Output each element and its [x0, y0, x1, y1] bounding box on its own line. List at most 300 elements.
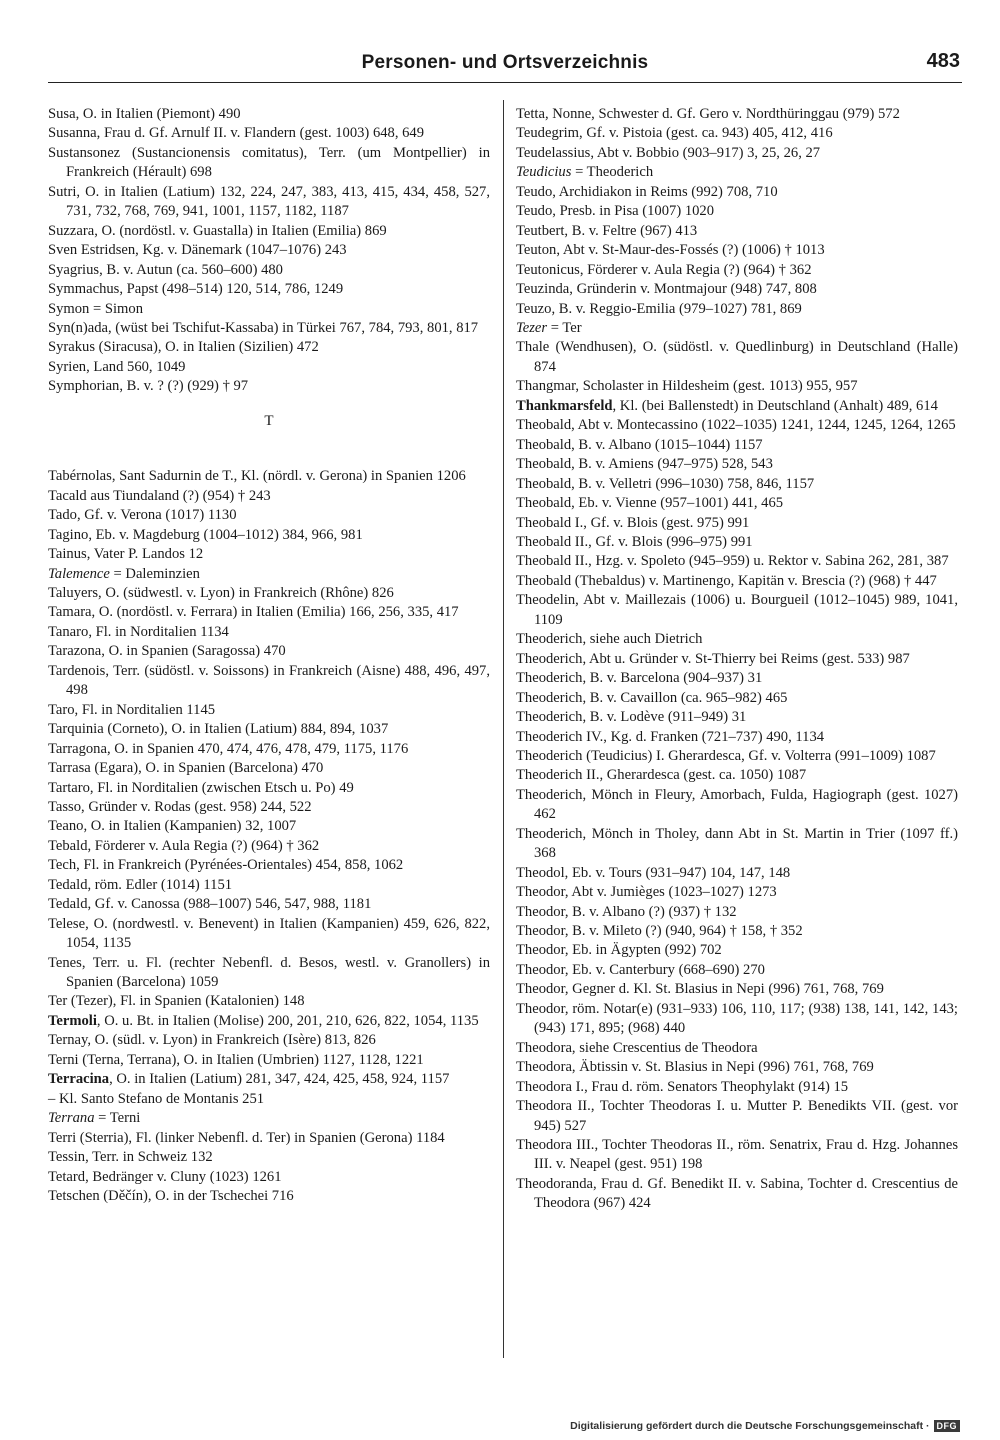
entry-lemma: Theobald	[516, 475, 572, 492]
entry-lemma: Tarazona	[48, 643, 102, 660]
entry-lemma: Symon	[48, 300, 90, 317]
entry-lemma: Theobald	[516, 436, 572, 453]
entry-text: , O. in Italien (Kampanien) 32, 1007	[83, 818, 297, 835]
entry-text: (Děčín), O. in der Tschechei 716	[99, 1188, 294, 1205]
index-entry	[48, 876, 490, 895]
index-entry	[48, 1051, 490, 1070]
entry-lemma: Teudelassius	[516, 144, 591, 161]
entry-text: , B. v. Albano (?) (937) † 132	[564, 903, 737, 920]
index-entry	[48, 1148, 490, 1167]
entry-lemma: Talemence	[48, 565, 110, 582]
entry-text: , B. v. Autun (ca. 560–600) 480	[99, 261, 283, 278]
entry-text: , Kg. d. Franken (721–737) 490, 1134	[603, 728, 825, 745]
entry-text: , Papst (498–514) 120, 514, 786, 1249	[119, 281, 344, 298]
entry-lemma: Tetard	[48, 1168, 86, 1185]
entry-lemma: Theobald II.	[516, 533, 589, 550]
entry-lemma: Teuzo	[516, 300, 552, 317]
index-entry	[516, 1097, 958, 1136]
entry-lemma: Theoderich	[516, 670, 583, 687]
entry-text: , Mönch in Fleury, Amorbach, Fulda, Hagiograph (gest. 1027) 462	[534, 786, 958, 823]
entry-lemma: Tasso	[48, 798, 82, 815]
entry-lemma: Theodor	[516, 961, 565, 978]
entry-text: 251	[238, 1090, 265, 1107]
entry-text: , Terr. (südöstl. v. Soissons) in Frankreich (Aisne) 488, 496, 497, 498	[66, 662, 490, 699]
entry-lemma: Ter	[48, 993, 68, 1010]
entry-lemma: Theobald	[516, 456, 572, 473]
entry-text: , O. in Italien (Piemont) 490	[75, 106, 241, 122]
entry-text: , Scholaster in Hildesheim (gest. 1013) 955, 957	[575, 378, 858, 395]
left-column	[48, 105, 490, 1360]
index-entry	[48, 1012, 490, 1031]
entry-lemma: Taro	[48, 701, 75, 718]
index-entry	[516, 163, 958, 182]
entry-lemma: Theodor	[516, 923, 565, 940]
entry-lemma: Theodor	[516, 942, 565, 959]
entry-lemma: Teudicius	[516, 164, 572, 181]
entry-text: = Daleminzien	[109, 565, 200, 582]
index-entry	[48, 1168, 490, 1187]
entry-lemma: Sven Estridsen	[48, 242, 136, 259]
index-entry	[48, 124, 490, 143]
index-entry	[516, 708, 958, 727]
index-entry	[48, 241, 490, 260]
entry-text: , siehe auch Dietrich	[582, 631, 703, 648]
index-entry	[48, 798, 490, 817]
entry-lemma: Theobald	[516, 572, 572, 589]
entry-text: , B. v. Feltre (967) 413	[564, 222, 698, 239]
entry-text: , B. v. Velletri (996–1030) 758, 846, 1157	[571, 475, 815, 492]
entry-lemma: Tenes	[48, 954, 82, 971]
index-entry	[516, 436, 958, 455]
index-entry	[516, 728, 958, 747]
entry-text: (Egara), O. in Spanien (Barcelona) 470	[90, 760, 324, 777]
index-entry	[48, 603, 490, 622]
entry-lemma: Theodora I.	[516, 1078, 585, 1095]
entry-text: , Kl. (bei Ballenstedt) in Deutschland (Anhalt) 489, 614	[612, 397, 938, 414]
entry-lemma: Terracina	[48, 1071, 110, 1088]
index-entry	[516, 494, 958, 513]
entry-text: , Fl. in Norditalien 1134	[88, 623, 229, 640]
entry-text: , Gegner d. Kl. St. Blasius in Nepi (996) 761, 768, 769	[564, 981, 884, 998]
entry-lemma: Theodora	[516, 1059, 572, 1076]
entry-text: , O. (nordwestl. v. Benevent) in Italien (Kampanien) 459, 626, 822, 1054, 1135	[66, 915, 490, 952]
entry-text: , siehe Crescentius de Theodora	[571, 1039, 758, 1056]
entry-lemma: Thale	[516, 339, 550, 356]
index-entry	[48, 1187, 490, 1206]
entry-lemma: Tabérnolas	[48, 468, 112, 485]
entry-lemma: Tech	[48, 857, 77, 874]
entry-lemma: Telese	[48, 915, 86, 932]
entry-lemma: Tebald	[48, 837, 88, 854]
index-entry	[516, 941, 958, 960]
index-entry	[48, 623, 490, 642]
entry-text: (Sterria), Fl. (linker Nebenfl. d. Ter) in Spanien (Gerona) 1184	[76, 1129, 445, 1146]
entry-lemma: Theodora	[516, 1039, 572, 1056]
entry-text: , Gf. v. Blois (996–975) 991	[588, 533, 753, 550]
index-entry	[48, 895, 490, 914]
entry-lemma: Tagino	[48, 526, 89, 543]
index-entry	[516, 903, 958, 922]
entry-text: = Simon	[89, 300, 144, 317]
index-entry	[48, 183, 490, 222]
index-entry	[48, 779, 490, 798]
entry-text: , Eb. v. Canterbury (668–690) 270	[564, 961, 765, 978]
entry-lemma: Tartaro	[48, 779, 90, 796]
entry-text: , Abt v. Bobbio (903–917) 3, 25, 26, 27	[590, 144, 821, 161]
entry-lemma: Teudegrim	[516, 125, 580, 142]
entry-text: , Gf. v. Canossa (988–1007) 546, 547, 988, 1181	[87, 896, 372, 913]
entry-lemma: Thankmarsfeld	[516, 397, 613, 414]
entry-lemma: Terrana	[48, 1110, 95, 1127]
index-entry	[516, 883, 958, 902]
entry-text: , Vater P. Landos 12	[86, 546, 204, 563]
entry-text: (Thebaldus) v. Martinengo, Kapitän v. Brescia (?) (968) † 447	[571, 572, 937, 589]
index-entry	[48, 338, 490, 357]
entry-text: , Terr. in Schweiz 132	[85, 1149, 213, 1166]
entry-text: , B. v. Mileto (?) (940, 964) † 158, † 352	[564, 923, 803, 940]
entry-lemma: Susa	[48, 106, 76, 122]
index-entry	[48, 740, 490, 759]
entry-lemma: Teutbert	[516, 222, 565, 239]
entry-text: (Sustancionensis comitatus), Terr. (um Montpellier) in Frankreich (Hérault) 698	[66, 144, 490, 181]
index-entry	[516, 241, 958, 260]
entry-lemma: Tarrasa	[48, 760, 91, 777]
dfg-logo: DFG	[934, 1420, 961, 1432]
entries-t	[48, 467, 490, 1206]
index-entry	[48, 261, 490, 280]
entry-lemma: Terri	[48, 1129, 77, 1146]
running-title: Personen- und Ortsverzeichnis	[361, 52, 649, 73]
entry-text: , Fl. in Frankreich (Pyrénées-Orientales) 454, 858, 1062	[76, 857, 404, 874]
entry-lemma: Termoli	[48, 1012, 97, 1029]
index-entry	[516, 825, 958, 864]
entry-text: , O. u. Bt. in Italien (Molise) 200, 201, 210, 626, 822, 1054, 1135	[96, 1012, 479, 1029]
index-entry	[516, 105, 958, 124]
entry-text: , Terr. u. Fl. (rechter Nebenfl. d. Besos, westl. v. Granollers) in Spanien (Barcelona) 1059	[66, 954, 490, 991]
entry-text: , Gründerin v. Montmajour (948) 747, 808	[569, 281, 817, 298]
entry-lemma: Theodora II.	[516, 1098, 591, 1115]
entry-text: , Mönch in Tholey, dann Abt in St. Martin in Trier (1097 ff.) 368	[534, 825, 958, 862]
entry-lemma: Theodoranda	[516, 1175, 593, 1192]
entry-lemma: Syagrius	[48, 261, 100, 278]
entry-text: , Äbtissin v. St. Blasius in Nepi (996) 761, 768, 769	[571, 1059, 874, 1076]
entry-text: , Förderer v. Aula Regia (?) (964) † 362	[87, 837, 320, 854]
index-entry	[516, 766, 958, 785]
entry-text: , O. (nordöstl. v. Guastalla) in Italien (Emilia) 869	[94, 222, 387, 239]
entry-lemma: Tamara	[48, 604, 92, 621]
index-entry	[48, 759, 490, 778]
entry-text: , B. v. ? (?) (929) † 97	[119, 378, 249, 395]
entry-lemma: Tarragona	[48, 740, 107, 757]
index-entry	[48, 280, 490, 299]
entry-lemma: Tado	[48, 507, 77, 524]
page-footer	[570, 1420, 960, 1432]
entry-text: , Fl. in Norditalien (zwischen Etsch u. Po) 49	[89, 779, 354, 796]
index-entry	[48, 662, 490, 701]
index-entry	[48, 954, 490, 993]
index-entry	[48, 701, 490, 720]
index-entry	[516, 300, 958, 319]
entry-lemma: Theobald II.	[516, 553, 589, 570]
entry-lemma: Symphorian	[48, 378, 120, 395]
entry-lemma: Symmachus	[48, 281, 120, 298]
entry-text: , Frau d. Gf. Arnulf II. v. Flandern (gest. 1003) 648, 649	[96, 125, 425, 142]
entry-text: , B. v. Barcelona (904–937) 31	[582, 670, 763, 687]
index-entry	[516, 475, 958, 494]
entry-text: , Gf. v. Blois (gest. 975) 991	[583, 514, 750, 531]
index-entry	[48, 720, 490, 739]
index-entry	[516, 572, 958, 591]
index-entry	[48, 300, 490, 319]
index-entry	[516, 961, 958, 980]
index-entry	[48, 817, 490, 836]
entry-lemma: Tedald	[48, 896, 88, 913]
index-entry	[516, 377, 958, 396]
entry-lemma: Tacald	[48, 487, 87, 504]
entry-text: , Frau d. röm. Senators Theophylakt (914) 15	[584, 1078, 849, 1095]
index-entry	[516, 222, 958, 241]
letter-heading: T	[264, 412, 274, 429]
index-entry	[516, 1136, 958, 1175]
column-divider	[503, 100, 504, 1358]
index-entry	[48, 222, 490, 241]
entry-lemma: Sutri	[48, 183, 77, 200]
index-entry	[48, 467, 490, 486]
entry-text: , Tochter Theodoras I. u. Mutter P. Benedikts VII. (gest. vor 945) 527	[534, 1098, 958, 1134]
entry-lemma: Theoderich	[516, 689, 583, 706]
page-header	[48, 50, 962, 83]
entry-lemma: Syrakus	[48, 339, 96, 356]
entry-text: , Land 560, 1049	[86, 358, 186, 375]
entry-lemma: Theobald	[516, 417, 572, 434]
entry-lemma: Susanna	[48, 125, 97, 142]
entry-lemma: Tainus	[48, 546, 87, 563]
entry-text: aus Tiundaland (?) (954) † 243	[86, 487, 271, 504]
index-entry	[516, 786, 958, 825]
entry-text: , O. in Italien (Latium) 281, 347, 424, 425, 458, 924, 1157	[109, 1071, 450, 1088]
index-entry	[48, 1031, 490, 1050]
entry-text: = Theoderich	[571, 164, 654, 181]
entry-lemma: Sustansonez	[48, 144, 121, 161]
index-entry	[48, 565, 490, 584]
index-entry	[48, 506, 490, 525]
funding-note: Digitalisierung gefördert durch die Deutsche Forschungsgemeinschaft ·	[570, 1420, 930, 1432]
entry-text: (Siracusa), O. in Italien (Sizilien) 472	[95, 339, 319, 356]
entry-lemma: Tarquinia	[48, 721, 104, 738]
entries-t-continued	[516, 105, 958, 1214]
entry-text: , B. v. Lodève (911–949) 31	[582, 709, 747, 726]
entry-text: , Gf. v. Pistoia (gest. ca. 943) 405, 412, 416	[579, 125, 833, 142]
entry-lemma: Theodora III.	[516, 1137, 595, 1154]
entry-lemma: Tedald	[48, 876, 88, 893]
entry-lemma: Theobald I.	[516, 514, 584, 531]
entry-text: , Frau d. Gf. Benedikt II. v. Sabina, Tochter d. Crescentius de Theodora (967) 424	[534, 1175, 958, 1212]
entry-text: , Archidiakon in Reims (992) 708, 710	[552, 183, 778, 200]
index-entry	[516, 864, 958, 883]
index-entry	[48, 358, 490, 377]
entry-text: , O. (südwestl. v. Lyon) in Frankreich (Rhône) 826	[98, 584, 394, 601]
entry-lemma: Teuton	[516, 242, 557, 259]
entry-lemma: Thangmar	[516, 378, 576, 395]
index-entry	[48, 1129, 490, 1148]
entry-lemma: Tezer	[516, 319, 548, 336]
index-entry	[516, 416, 958, 435]
index-entry	[516, 552, 958, 571]
entry-text: = Terni	[94, 1110, 141, 1127]
entry-text: , (wüst bei Tschifut-Kassaba) in Türkei 767, 784, 793, 801, 817	[107, 319, 479, 336]
entry-text: , Abt v. Maillezais (1006) u. Bourgueil (1012–1045) 989, 1041, 1109	[534, 592, 958, 628]
index-entry	[48, 1090, 490, 1109]
entry-text: , B. v. Albano (1015–1044) 1157	[571, 436, 763, 453]
index-entry	[516, 455, 958, 474]
entry-text: , Eb. v. Vienne (957–1001) 441, 465	[571, 495, 784, 512]
index-entry	[48, 837, 490, 856]
entry-text: , Nonne, Schwester d. Gf. Gero v. Nordthüringgau (979) 572	[544, 106, 900, 122]
entry-text: , Presb. in Pisa (1007) 1020	[552, 203, 715, 220]
index-entry	[516, 533, 958, 552]
entry-text: (Terna, Terrana), O. in Italien (Umbrien) 1127, 1128, 1221	[78, 1051, 424, 1068]
entry-lemma: Teano	[48, 818, 84, 835]
page-number: 483	[926, 50, 960, 72]
entry-lemma: Teudo	[516, 183, 553, 200]
entry-text: , B. v. Cavaillon (ca. 965–982) 465	[582, 689, 788, 706]
entry-text: , röm. Edler (1014) 1151	[87, 876, 233, 893]
index-entry	[48, 584, 490, 603]
entry-lemma: Theoderich	[516, 825, 583, 842]
entry-text: , O. (südl. v. Lyon) in Frankreich (Isère) 813, 826	[87, 1032, 376, 1049]
entry-text: = Ter	[547, 319, 582, 336]
index-entry	[516, 689, 958, 708]
index-entry	[48, 545, 490, 564]
index-entry	[48, 915, 490, 954]
index-entry	[48, 144, 490, 183]
entry-lemma: Theoderich	[516, 747, 583, 764]
entry-text: , Gründer v. Rodas (gest. 958) 244, 522	[81, 798, 312, 815]
entry-lemma: Teuzinda	[516, 281, 570, 298]
right-column	[516, 105, 958, 1360]
entry-lemma: Theodor	[516, 903, 565, 920]
entry-lemma: Theodol	[516, 864, 565, 881]
entry-lemma: Ternay	[48, 1032, 88, 1049]
entry-text: , Sant Sadurnin de T., Kl. (nördl. v. Gerona) in Spanien 1206	[111, 468, 466, 485]
entry-text: , O. in Italien (Latium) 132, 224, 247, 383, 413, 415, 434, 458, 527, 731, 732, 768, 769, 941, 1001, 1157, 1182, 1187	[66, 183, 490, 220]
index-entry	[516, 650, 958, 669]
entry-text: , Gherardesca (gest. ca. 1050) 1087	[599, 767, 807, 784]
index-entry	[516, 514, 958, 533]
entry-text: , Gf. v. Verona (1017) 1130	[76, 507, 237, 524]
index-entry	[48, 992, 490, 1011]
index-entry	[48, 856, 490, 875]
entry-lemma: Teutonicus	[516, 261, 580, 278]
index-entry	[516, 183, 958, 202]
index-entry	[516, 1000, 958, 1039]
index-entry	[48, 487, 490, 506]
index-entry	[48, 105, 490, 124]
entry-lemma: Tessin	[48, 1149, 86, 1166]
entry-text: , Abt v. St-Maur-des-Fossés (?) (1006) † 1013	[556, 242, 825, 259]
entry-lemma: Theoderich	[516, 631, 583, 648]
index-entry	[516, 669, 958, 688]
index-entry	[516, 280, 958, 299]
entry-lemma: Theodor	[516, 1000, 565, 1017]
entry-text: (Wendhusen), O. (südöstl. v. Quedlinburg) in Deutschland (Halle) 874	[534, 339, 958, 375]
entry-text: , Tochter Theodoras II., röm. Senatrix, Frau d. Hzg. Johannes III. v. Neapel (gest. 951) 198	[534, 1137, 958, 1173]
entry-text: , Eb. v. Tours (931–947) 104, 147, 148	[564, 864, 791, 881]
entry-text: , Abt v. Montecassino (1022–1035) 1241, 1244, 1245, 1264, 1265	[571, 417, 956, 434]
index-entry	[516, 630, 958, 649]
entry-text: , röm. Notar(e) (931–933) 106, 110, 117; (938) 138, 141, 142, 143; (943) 171, 895; (968) 440	[534, 1000, 958, 1037]
entry-text: (Corneto), O. in Italien (Latium) 884, 894, 1037	[103, 721, 389, 738]
entries-s	[48, 105, 490, 397]
entry-lemma: Theodor	[516, 884, 565, 901]
entry-text: , Abt v. Jumièges (1023–1027) 1273	[564, 884, 777, 901]
entry-text: , Fl. in Norditalien 1145	[74, 701, 216, 718]
entry-text: , O. in Spanien (Saragossa) 470	[101, 643, 286, 660]
index-entry	[516, 261, 958, 280]
entry-lemma: Theoderich IV.	[516, 728, 604, 745]
index-entry	[48, 526, 490, 545]
index-entry	[516, 397, 958, 416]
index-entry	[48, 642, 490, 661]
entry-lemma: Theobald	[516, 495, 572, 512]
index-entry	[516, 1039, 958, 1058]
index-entry	[516, 1058, 958, 1077]
entry-text: (Teudicius) I. Gherardesca, Gf. v. Volterra (991–1009) 1087	[582, 747, 936, 764]
index-entry	[48, 1070, 490, 1089]
index-entry	[516, 144, 958, 163]
index-entry	[516, 747, 958, 766]
entry-lemma: Tanaro	[48, 623, 89, 640]
entry-lemma: Tetschen	[48, 1188, 100, 1205]
index-entry	[516, 319, 958, 338]
entry-lemma: Theoderich	[516, 709, 583, 726]
entry-lemma: Syrien	[48, 358, 87, 375]
entry-lemma: Teudo	[516, 203, 553, 220]
index-entry	[516, 1078, 958, 1097]
entry-lemma: Theoderich II.	[516, 767, 600, 784]
index-entry	[516, 124, 958, 143]
entry-lemma: – Kl. Santo Stefano de Montanis	[48, 1090, 239, 1107]
entry-lemma: Suzzara	[48, 222, 95, 239]
entry-text: , Abt u. Gründer v. St-Thierry bei Reims (gest. 533) 987	[582, 650, 910, 667]
entry-lemma: Theoderich	[516, 650, 583, 667]
entry-lemma: Theodelin	[516, 592, 576, 609]
index-entry	[48, 319, 490, 338]
entry-text: , B. v. Reggio-Emilia (979–1027) 781, 869	[551, 300, 802, 317]
entry-text: , O. in Spanien 470, 474, 476, 478, 479, 1175, 1176	[106, 740, 409, 757]
entry-lemma: Taluyers	[48, 584, 99, 601]
index-entry	[516, 338, 958, 377]
index-entry	[48, 1109, 490, 1128]
entry-text: , O. (nordöstl. v. Ferrara) in Italien (Emilia) 166, 256, 335, 417	[91, 604, 459, 621]
entry-lemma: Theoderich	[516, 786, 583, 803]
entry-lemma: Terni	[48, 1051, 79, 1068]
index-entry	[516, 980, 958, 999]
entry-lemma: Tetta	[516, 106, 545, 122]
entry-text: , Eb. in Ägypten (992) 702	[564, 942, 722, 959]
index-entry	[48, 377, 490, 396]
index-entry	[516, 1175, 958, 1214]
entry-text: , Hzg. v. Spoleto (945–959) u. Rektor v. Sabina 262, 281, 387	[588, 553, 949, 570]
entry-text: , Kg. v. Dänemark (1047–1076) 243	[135, 242, 347, 259]
entry-lemma: Syn(n)ada	[48, 319, 108, 336]
index-entry	[516, 591, 958, 630]
entry-lemma: Tardenois	[48, 662, 106, 679]
index-entry	[516, 202, 958, 221]
entry-text: (Tezer), Fl. in Spanien (Katalonien) 148	[67, 993, 305, 1010]
entry-text: , B. v. Amiens (947–975) 528, 543	[571, 456, 773, 473]
index-entry	[516, 922, 958, 941]
